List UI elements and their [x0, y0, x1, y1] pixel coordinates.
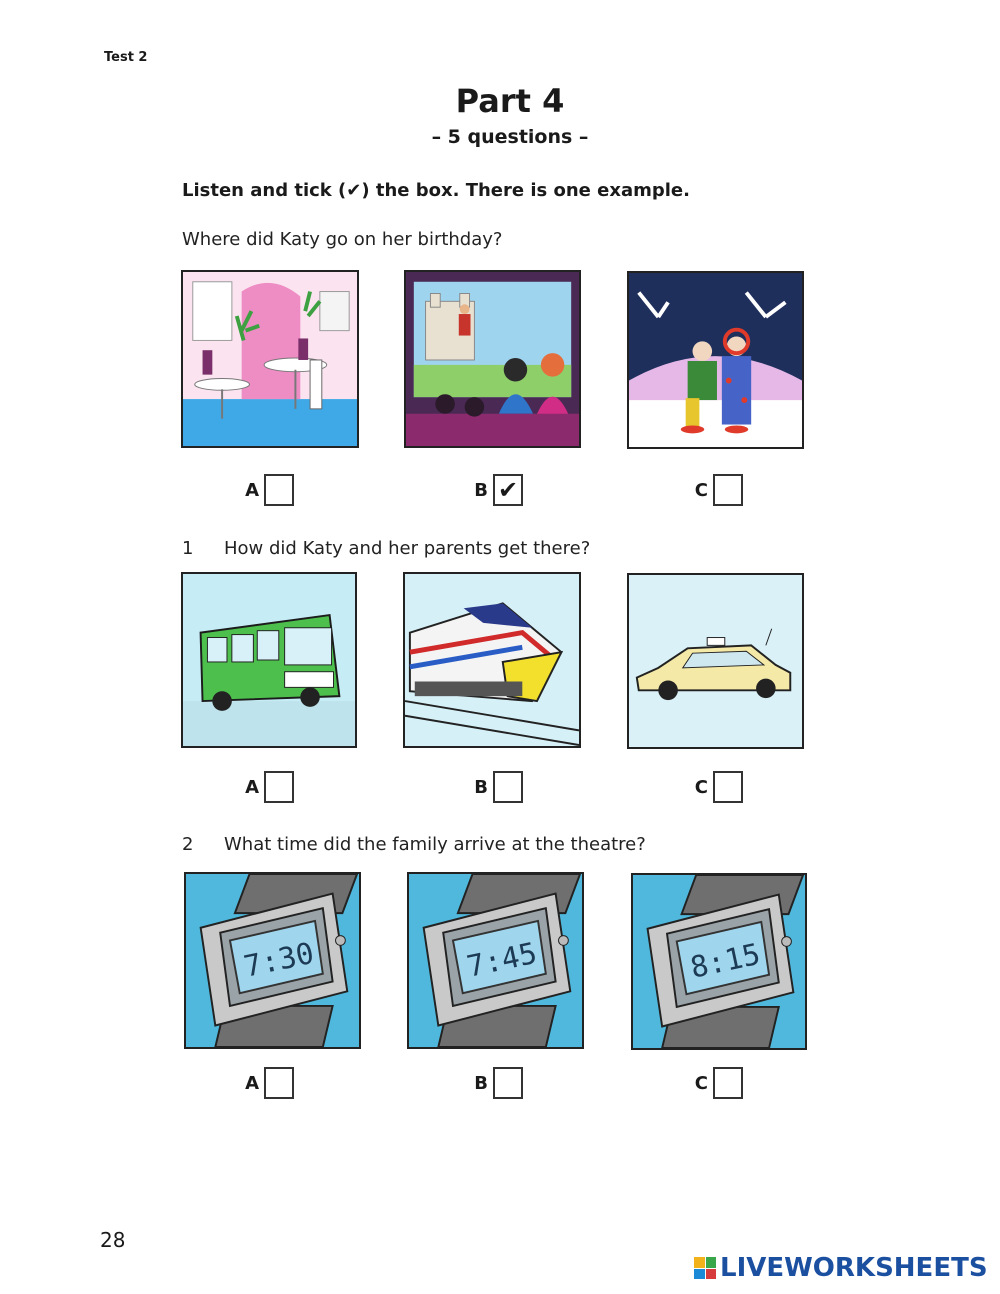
bus-picture	[181, 572, 357, 748]
example-option-b	[470, 473, 523, 507]
option-letter: B	[474, 479, 488, 501]
option-letter: B	[474, 1072, 488, 1094]
tick-box[interactable]	[264, 474, 294, 506]
tick-box[interactable]	[493, 1067, 523, 1099]
example-question: Where did Katy go on her birthday?	[182, 229, 503, 250]
train-picture	[403, 572, 581, 748]
page-number: 28	[100, 1228, 126, 1252]
question-number: 2	[182, 834, 194, 855]
liveworksheets-logo	[694, 1253, 988, 1283]
tick-box-checked[interactable]: ✔	[493, 474, 523, 506]
watch-time-display: 7:45	[463, 935, 540, 984]
logo-icon	[694, 1257, 716, 1279]
tick-box[interactable]	[713, 771, 743, 803]
cinema-picture	[404, 270, 581, 448]
watch-picture-c	[631, 873, 807, 1050]
tick-box[interactable]	[713, 1067, 743, 1099]
q2-option-c	[690, 1066, 743, 1100]
question-text: How did Katy and her parents get there?	[224, 538, 591, 559]
example-option-c	[690, 473, 743, 507]
instruction-text: Listen and tick (✔) the box. There is one example.	[182, 180, 690, 201]
q1-option-a	[241, 770, 294, 804]
watch-time-display: 7:30	[240, 935, 317, 984]
part-subtitle: – 5 questions –	[431, 126, 589, 148]
question-1	[182, 538, 590, 559]
example-option-a	[241, 473, 294, 507]
circus-clowns-picture	[627, 271, 804, 449]
logo-text: LIVEWORKSHEETS	[720, 1253, 988, 1283]
option-letter: A	[245, 776, 259, 798]
taxi-picture	[627, 573, 804, 749]
q2-option-a	[241, 1066, 294, 1100]
question-number: 1	[182, 538, 194, 559]
watch-picture-a	[184, 872, 361, 1049]
option-letter: A	[245, 1072, 259, 1094]
option-letter: B	[474, 776, 488, 798]
option-letter: A	[245, 479, 259, 501]
question-text: What time did the family arrive at the theatre?	[224, 834, 646, 855]
option-letter: C	[694, 776, 708, 798]
tick-box[interactable]	[493, 771, 523, 803]
tick-box[interactable]	[713, 474, 743, 506]
test-label: Test 2	[104, 50, 148, 65]
watch-time-display: 8:15	[687, 936, 764, 985]
question-2	[182, 834, 646, 855]
q2-option-b	[470, 1066, 523, 1100]
q1-option-c	[690, 770, 743, 804]
tick-box[interactable]	[264, 771, 294, 803]
q1-option-b	[470, 770, 523, 804]
restaurant-picture	[181, 270, 359, 448]
option-letter: C	[694, 479, 708, 501]
tick-box[interactable]	[264, 1067, 294, 1099]
option-letter: C	[694, 1072, 708, 1094]
part-title: Part 4	[455, 82, 565, 120]
watch-picture-b	[407, 872, 584, 1049]
